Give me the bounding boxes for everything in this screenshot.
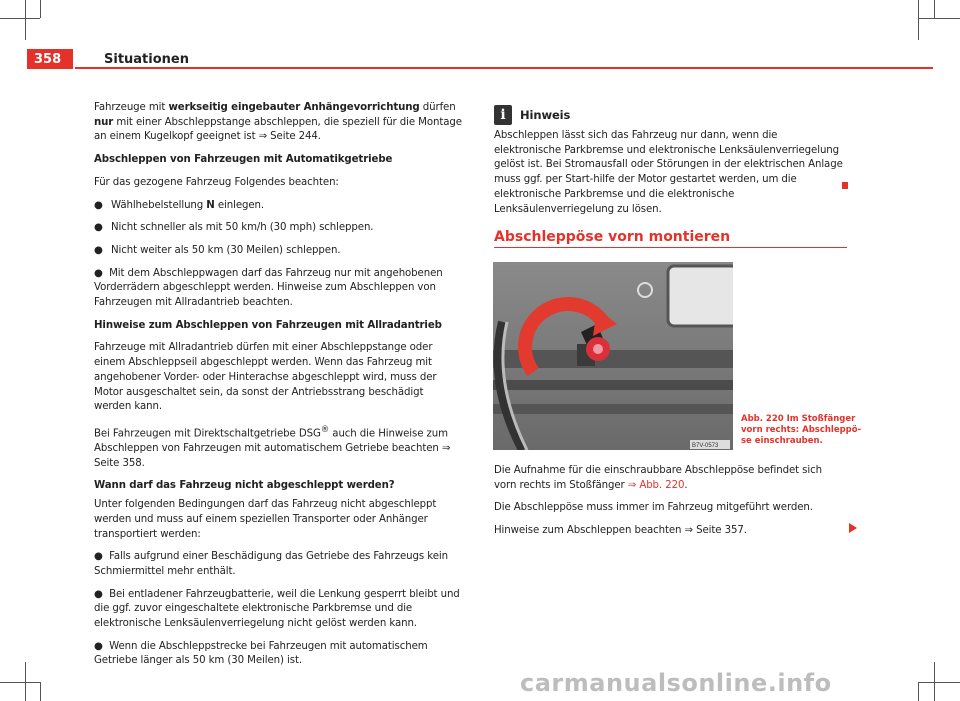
heading-text: Abschleppen von Fahrzeugen mit Automatikgetriebe xyxy=(94,154,393,166)
text: . xyxy=(684,479,688,491)
figure-link[interactable]: ⇒ Abb. 220 xyxy=(627,479,685,491)
info-icon: i xyxy=(494,105,512,125)
paragraph-carry: Die Abschleppöse muss immer im Fahrzeug mitgeführt werden. xyxy=(494,502,813,514)
bullet: ● xyxy=(94,551,110,563)
bumper-photo xyxy=(493,262,733,450)
paragraph-dsg xyxy=(94,423,462,472)
list-item-wrapped xyxy=(94,588,462,632)
crop-mark xyxy=(934,0,935,18)
list-text: Nicht weiter als 50 km (30 Meilen) schleppen. xyxy=(111,244,341,256)
list-item-wrapped xyxy=(94,267,462,311)
note-box xyxy=(494,104,846,217)
heading-automatic xyxy=(94,153,462,168)
crop-mark xyxy=(40,682,41,701)
crop-mark xyxy=(918,682,960,683)
crop-mark xyxy=(0,18,40,19)
paragraph-automatic: Für das gezogene Fahrzeug Folgendes beachten: xyxy=(94,176,339,188)
caption-line: se einschrauben. xyxy=(741,436,823,446)
page-number: 358 xyxy=(34,52,62,67)
list-item-wrapped xyxy=(94,550,462,579)
crop-mark xyxy=(40,0,41,18)
text: Wählhebelstellung xyxy=(111,199,207,211)
heading-text: Hinweise zum Abschleppen von Fahrzeugen mit Allradantrieb xyxy=(94,319,442,331)
list-text: Wenn die Abschleppstrecke bei Fahrzeugen mit automatischem Getriebe länger als 50 km (30 Meilen) ist. xyxy=(94,640,428,667)
bold-text: nur xyxy=(94,116,114,128)
note-header xyxy=(494,104,846,126)
list-item xyxy=(94,244,462,259)
bullet: ● xyxy=(94,588,110,600)
crop-mark xyxy=(918,682,919,701)
crop-mark xyxy=(0,682,40,683)
paragraph-mount xyxy=(494,464,846,493)
intro-paragraph xyxy=(94,101,462,145)
tow-eye-illustration xyxy=(493,262,733,450)
list-item xyxy=(94,221,462,236)
text: einlegen. xyxy=(214,199,265,211)
heading-allrad xyxy=(94,319,462,334)
crop-mark xyxy=(918,18,960,19)
section-title: Abschleppöse vorn montieren xyxy=(494,229,731,245)
text: Die Aufnahme für die einschraubbare Abschleppöse befindet sich vorn rechts im Stoßfänger xyxy=(494,465,822,491)
section-rule xyxy=(494,247,847,248)
note-text: Abschleppen lässt sich das Fahrzeug nur dann, wenn die elektronische Parkbremse und elektronische Lenksäulenverriegelung gelöst ist. Bei Stromausfall oder Störungen in der elektrischen Anlage muss ggf. per Start-hilfe der Motor gestartet werden, um die elektronische Parkbremse und die elektronische Lenksäulenverriegelung zu lösen. xyxy=(494,130,843,215)
list-text: Falls aufgrund einer Beschädigung das Getriebe des Fahrzeugs kein Schmiermittel mehr enthält. xyxy=(94,551,448,577)
list-text: Nicht schneller als mit 50 km/h (30 mph) schleppen. xyxy=(111,222,374,234)
paragraph-see-page: Hinweise zum Abschleppen beachten ⇒ Seite 357. xyxy=(494,525,747,537)
end-marker xyxy=(842,182,848,189)
bullet: ● xyxy=(94,640,110,652)
caption-line: Abb. 220 Im Stoßfänger xyxy=(741,414,856,424)
list-text xyxy=(111,199,264,214)
image-code: B7V-0573 xyxy=(692,443,719,449)
caption-line: vorn rechts: Abschleppö- xyxy=(741,425,862,435)
bold-text: werkseitig eingebauter Anhängevorrichtung xyxy=(168,102,420,113)
bullet: ● xyxy=(94,222,103,234)
paragraph-allrad: Fahrzeuge mit Allradantrieb dürfen mit einer Abschleppstange oder einem Abschleppseil abgeschleppt werden. Wenn das Fahrzeug mit angehobener Vorder- oder Hinterachse abgeschleppt wird, muss der Motor ausgeschaltet sein, da sonst der Antriebsstrang beschädigt werden kann. xyxy=(94,342,437,413)
bullet: ● xyxy=(94,199,103,211)
heading-text: Wann darf das Fahrzeug nicht abgeschleppt werden? xyxy=(94,480,395,492)
text: Fahrzeuge mit xyxy=(94,102,169,113)
chapter-title: Situationen xyxy=(104,52,189,67)
bold-text: N xyxy=(206,199,215,211)
text: auch die Hinweise zum Abschleppen von Fahrzeugen mit automatischem Getriebe beachten ⇒ Seite 358. xyxy=(94,428,451,469)
right-body xyxy=(494,464,846,547)
note-title: Hinweis xyxy=(520,107,571,122)
list-item-wrapped xyxy=(94,640,462,669)
list-text: Bei entladener Fahrzeugbatterie, weil die Lenkung gesperrt bleibt und die ggf. zuvor eingeschaltete elektronische Parkbremse und die elektronische Lenksäulenverriegelung nicht gelöst werden kann. xyxy=(94,588,460,630)
registered-mark: ® xyxy=(320,424,330,435)
left-column xyxy=(94,101,462,677)
bullet: ● xyxy=(94,267,110,279)
bullet: ● xyxy=(94,244,103,256)
figure-caption xyxy=(741,414,861,447)
watermark: carmanualsonline.info xyxy=(520,669,832,697)
text: mit einer Abschleppstange abschleppen, die speziell für die Montage an einem Kugelkopf geeignet ist ⇒ Seite 244. xyxy=(94,116,462,143)
paragraph-not-tow: Unter folgenden Bedingungen darf das Fahrzeug nicht abgeschleppt werden und muss auf einem speziellen Transporter oder Anhänger transportiert werden: xyxy=(94,499,437,540)
continue-arrow-icon xyxy=(849,523,857,533)
heading-not-tow xyxy=(94,479,462,494)
text: Bei Fahrzeugen mit Direktschaltgetriebe DSG xyxy=(94,428,321,440)
header-rule xyxy=(75,67,933,69)
text: dürfen xyxy=(419,102,456,113)
crop-mark xyxy=(918,0,919,40)
crop-mark xyxy=(25,0,26,40)
list-text: Mit dem Abschleppwagen darf das Fahrzeug nur mit angehobenen Vorderrädern abgeschleppt werden. Hinweise zum Abschleppen von Fahrzeugen mit Allradantrieb beachten. xyxy=(94,267,443,309)
list-item xyxy=(94,199,462,214)
